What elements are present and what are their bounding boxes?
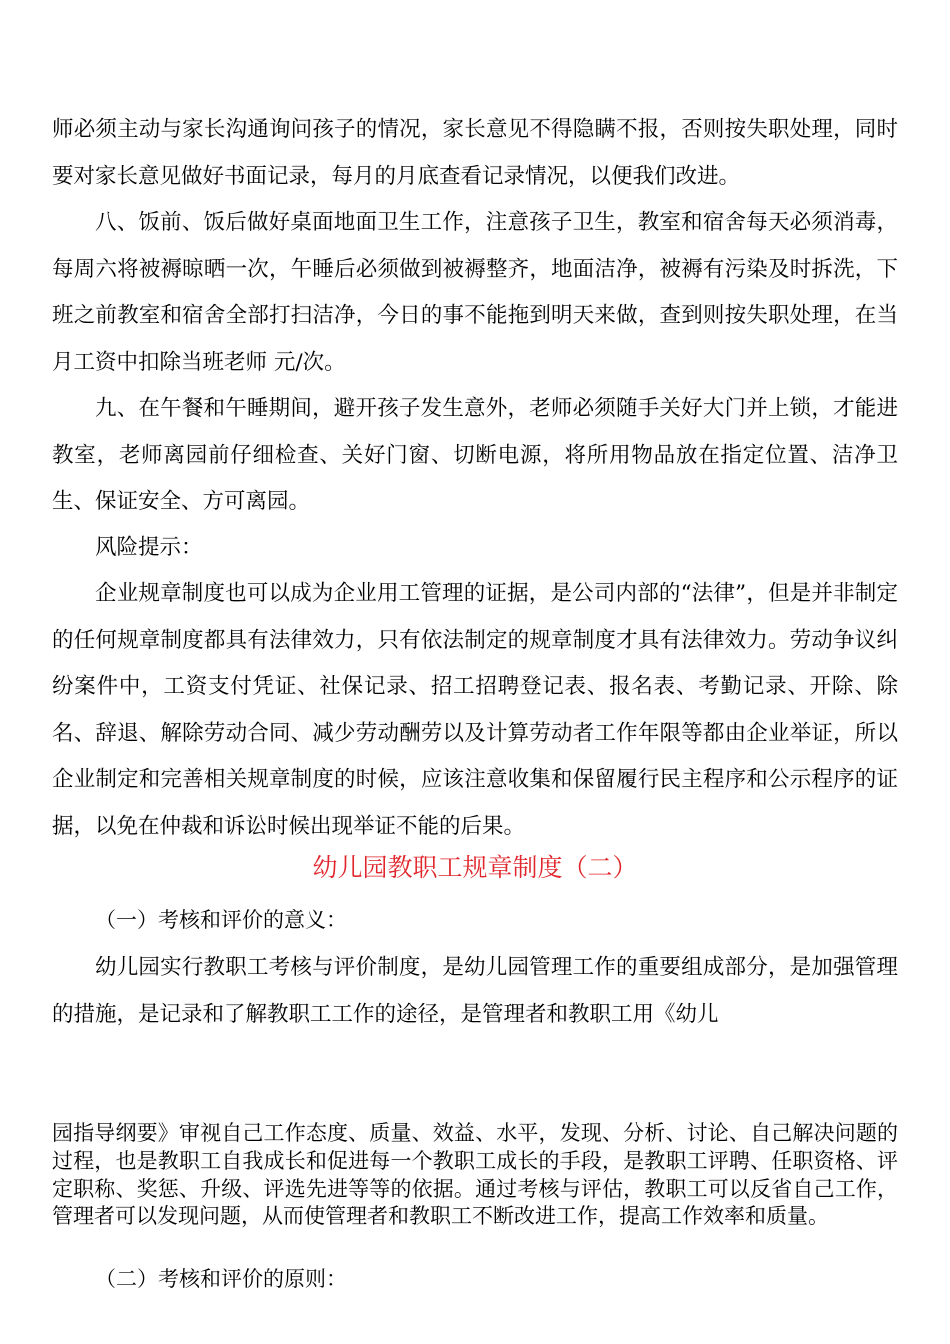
subheading-principles: （二）考核和评价的原则： — [95, 1267, 347, 1291]
paragraph-rule-nine: 九、在午餐和午睡期间，避开孩子发生意外，老师必须随手关好大门并上锁，才能进教室，老师离园前仔细检查、关好门窗、切断电源，将所用物品放在指定位置、洁净卫生、保证安全、方可离园。 — [52, 396, 898, 515]
section-heading: 幼儿园教职工规章制度（二） — [312, 853, 638, 882]
subheading-significance: （一）考核和评价的意义： — [95, 908, 347, 932]
paragraph-significance: 幼儿园实行教职工考核与评价制度，是幼儿园管理工作的重要组成部分，是加强管理的措施，是记录和了解教职工工作的途径，是管理者和教职工用《幼儿 — [52, 955, 898, 1027]
paragraph-risk-title: 风险提示： — [95, 535, 203, 560]
paragraph-significance-continued: 园指导纲要》审视自己工作态度、质量、效益、水平，发现、分析、讨论、自己解决问题的过程，也是教职工自我成长和促进每一个教职工成长的手段，是教职工评聘、任职资格、评定职称、奖惩、升级、评选先进等等的依据。通过考核与评估，教职工可以反省自己工作，管理者可以发现问题，从而使管理者和教职工不断改进工作，提高工作效率和质量。 — [52, 1121, 898, 1229]
paragraph-rule-eight: 八、饭前、饭后做好桌面地面卫生工作，注意孩子卫生，教室和宿舍每天必须消毒，每周六将被褥晾晒一次，午睡后必须做到被褥整齐，地面洁净，被褥有污染及时拆洗，下班之前教室和宿舍全部打扫洁净，今日的事不能拖到明天来做，查到则按失职处理，在当月工资中扣除当班老师 元/次。 — [52, 210, 898, 375]
paragraph-risk-content: 企业规章制度也可以成为企业用工管理的证据，是公司内部的“法律”，但是并非制定的任何规章制度都具有法律效力，只有依法制定的规章制度才具有法律效力。劳动争议纠纷案件中，工资支付凭证、社保记录、招工招聘登记表、报名表、考勤记录、开除、除名、辞退、解除劳动合同、减少劳动酬劳以及计算劳动者工作年限等都由企业举证，所以企业制定和完善相关规章制度的时候，应该注意收集和保留履行民主程序和公示程序的证据，以免在仲裁和诉讼时候出现举证不能的后果。 — [52, 581, 898, 839]
paragraph-parent-communication: 师必须主动与家长沟通询问孩子的情况，家长意见不得隐瞒不报，否则按失职处理，同时要对家长意见做好书面记录，每月的月底查看记录情况，以便我们改进。 — [52, 117, 898, 189]
